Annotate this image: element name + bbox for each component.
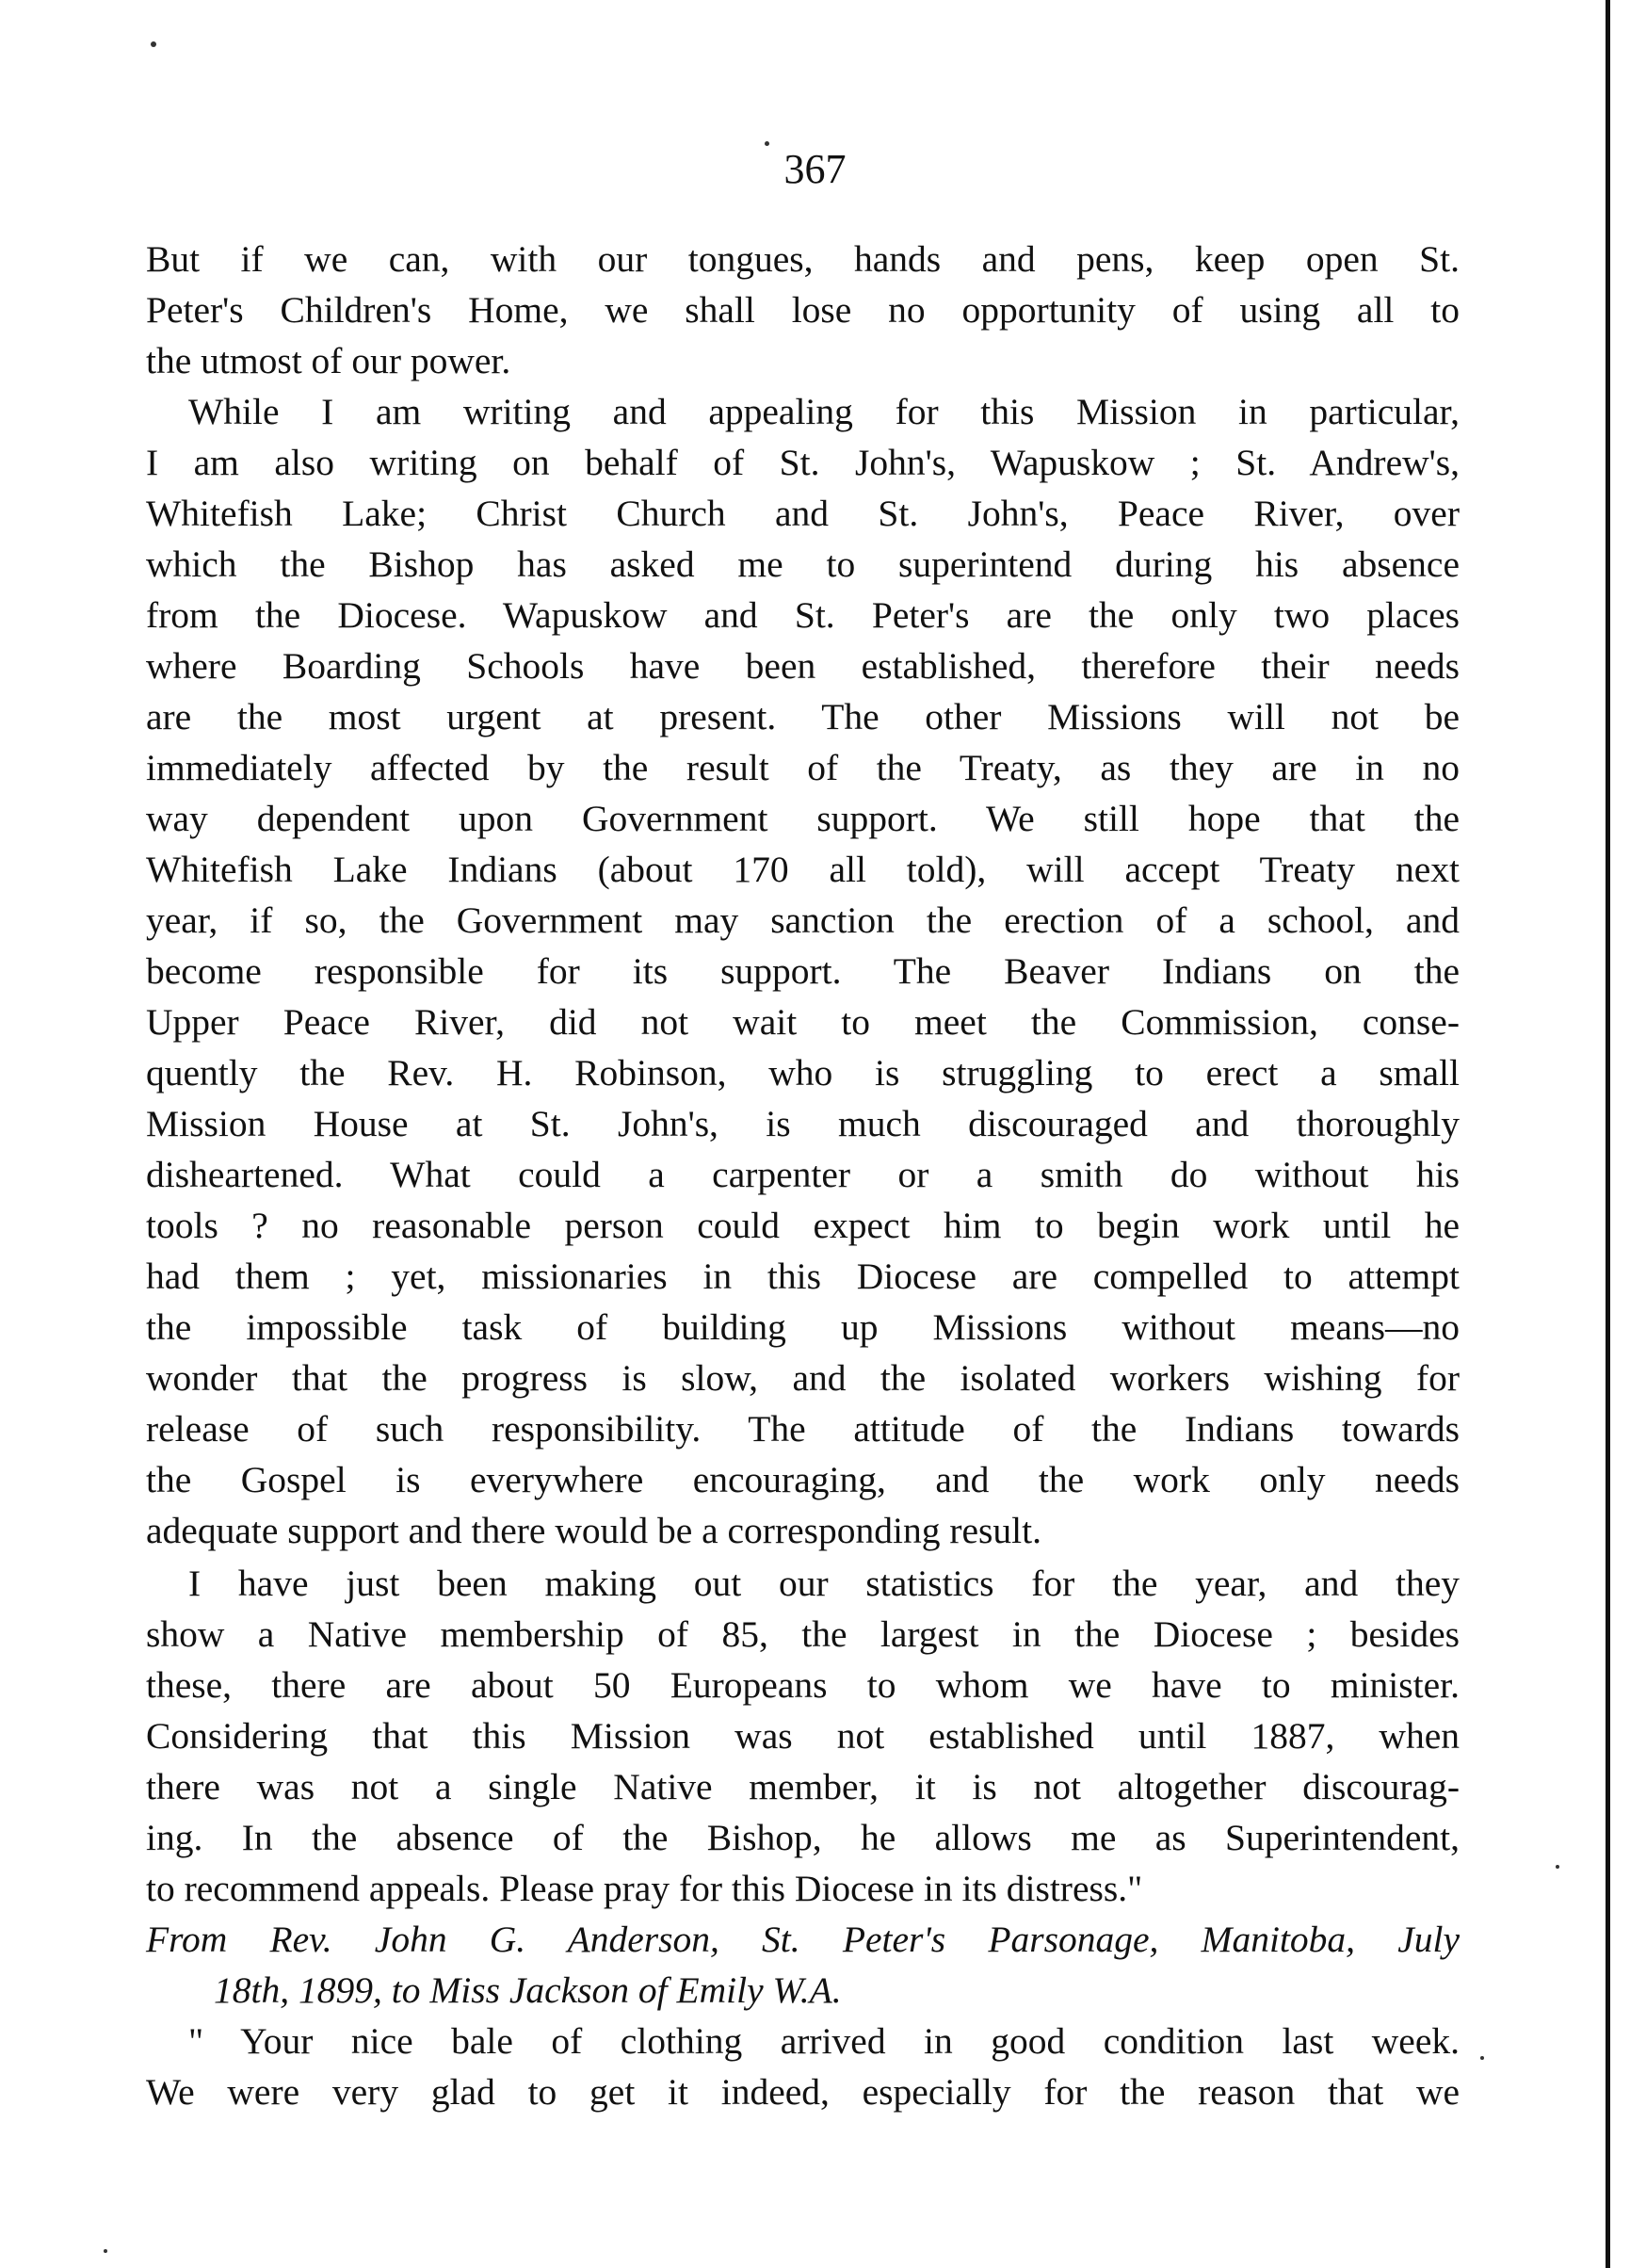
attribution-line: 18th, 1899, to Miss Jackson of Emily W.A. bbox=[214, 1969, 842, 2011]
scan-edge-rule bbox=[1606, 0, 1610, 2268]
text-line: I am also writing on behalf of St. John's, Wapuskow ; St. Andrew's, bbox=[146, 442, 1460, 483]
text-line: quently the Rev. H. Robinson, who is struggling to erect a small bbox=[146, 1052, 1460, 1094]
paragraph bbox=[146, 1558, 1460, 1914]
text-line: I have just been making out our statistics for the year, and they bbox=[188, 1563, 1460, 1604]
text-line: are the most urgent at present. The other Missions will not be bbox=[146, 696, 1460, 737]
scan-speck bbox=[1480, 2056, 1484, 2060]
text-line: to recommend appeals. Please pray for this Diocese in its distress." bbox=[146, 1868, 1143, 1909]
text-line: where Boarding Schools have been established, therefore their needs bbox=[146, 645, 1460, 687]
scan-speck bbox=[765, 141, 769, 146]
page-number: 367 bbox=[783, 146, 847, 192]
text-line: wonder that the progress is slow, and the isolated workers wishing for bbox=[146, 1357, 1460, 1399]
scan-speck bbox=[1556, 1865, 1559, 1869]
scan-speck bbox=[104, 2249, 107, 2253]
text-line: immediately affected by the result of the Treaty, as they are in no bbox=[146, 747, 1460, 788]
text-line: adequate support and there would be a corresponding result. bbox=[146, 1510, 1041, 1551]
text-line: While I am writing and appealing for this Mission in particular, bbox=[188, 391, 1460, 432]
text-line: from the Diocese. Wapuskow and St. Peter's are the only two places bbox=[146, 594, 1460, 636]
text-line: Whitefish Lake; Christ Church and St. John's, Peace River, over bbox=[146, 493, 1460, 534]
attribution-line: From Rev. John G. Anderson, St. Peter's Parsonage, Manitoba, July bbox=[146, 1919, 1460, 1960]
text-line: there was not a single Native member, it is not altogether discourag- bbox=[146, 1766, 1460, 1807]
letter-attribution bbox=[146, 1914, 1460, 2016]
paragraph bbox=[146, 234, 1460, 386]
text-line: the Gospel is everywhere encouraging, and the work only needs bbox=[146, 1459, 1460, 1500]
scan-speck bbox=[151, 41, 156, 47]
paragraph bbox=[146, 2016, 1460, 2117]
text-line: Peter's Children's Home, we shall lose no opportunity of using all to bbox=[146, 289, 1460, 331]
text-line: Considering that this Mission was not established until 1887, when bbox=[146, 1715, 1460, 1757]
text-line: release of such responsibility. The attitude of the Indians towards bbox=[146, 1408, 1460, 1450]
text-line: We were very glad to get it indeed, especially for the reason that we bbox=[146, 2071, 1460, 2113]
text-line: ing. In the absence of the Bishop, he allows me as Superintendent, bbox=[146, 1817, 1460, 1858]
text-line: Upper Peace River, did not wait to meet the Commission, conse- bbox=[146, 1001, 1460, 1043]
text-line: year, if so, the Government may sanction the erection of a school, and bbox=[146, 899, 1460, 941]
text-line: Mission House at St. John's, is much discouraged and thoroughly bbox=[146, 1103, 1460, 1144]
text-line: tools ? no reasonable person could expect him to begin work until he bbox=[146, 1205, 1460, 1246]
paragraph bbox=[146, 386, 1460, 1556]
text-line: show a Native membership of 85, the largest in the Diocese ; besides bbox=[146, 1613, 1460, 1655]
text-line: Whitefish Lake Indians (about 170 all told), will accept Treaty next bbox=[146, 849, 1460, 890]
text-line: disheartened. What could a carpenter or a smith do without his bbox=[146, 1154, 1460, 1195]
text-line: way dependent upon Government support. We still hope that the bbox=[146, 798, 1460, 839]
text-line: " Your nice bale of clothing arrived in good condition last week. bbox=[188, 2020, 1460, 2062]
text-line: which the Bishop has asked me to superintend during his absence bbox=[146, 543, 1460, 585]
text-line: these, there are about 50 Europeans to whom we have to minister. bbox=[146, 1664, 1460, 1706]
text-line: become responsible for its support. The Beaver Indians on the bbox=[146, 950, 1460, 992]
text-line: had them ; yet, missionaries in this Diocese are compelled to attempt bbox=[146, 1256, 1460, 1297]
text-line: the utmost of our power. bbox=[146, 340, 511, 381]
text-line: the impossible task of building up Missions without means—no bbox=[146, 1306, 1460, 1348]
text-line: But if we can, with our tongues, hands and pens, keep open St. bbox=[146, 238, 1460, 280]
